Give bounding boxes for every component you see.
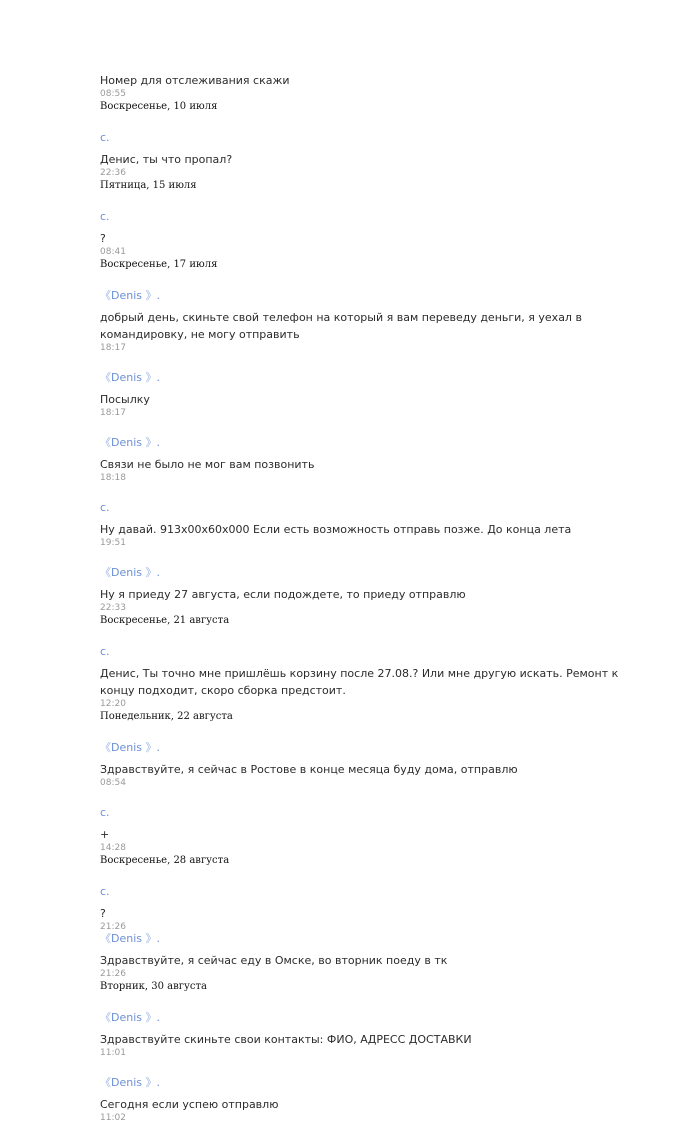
message-text: Денис, Ты точно мне пришлёшь корзину после 27.08.? Или мне другую искать. Ремонт к концу подходит, скоро сборка предстоит. [100, 667, 619, 697]
message-text: Денис, ты что пропал? [100, 153, 233, 166]
message-sender: с. [100, 806, 110, 819]
message-sender: 《Denis 》. [100, 932, 160, 945]
message-sender: 《Denis 》. [100, 371, 160, 384]
message-time: 12:20 [100, 699, 126, 709]
message-text: + [100, 828, 110, 841]
message-sender: с. [100, 885, 110, 898]
message-time: 18:17 [100, 408, 126, 418]
message-sender: с. [100, 501, 110, 514]
message-text: ? [100, 232, 106, 245]
message-time: 18:17 [100, 343, 126, 353]
message-sender: с. [100, 131, 110, 144]
message-time: 08:54 [100, 778, 126, 788]
date-separator: Понедельник, 22 августа [100, 711, 233, 722]
message-text: Здравствуйте, я сейчас в Ростове в конце месяца буду дома, отправлю [100, 763, 518, 776]
message [100, 741, 640, 788]
message [100, 932, 640, 993]
message-time: 11:01 [100, 1048, 126, 1058]
message [100, 371, 640, 418]
message [100, 289, 640, 353]
message-time: 22:36 [100, 168, 126, 178]
message-text: Связи не было не мог вам позвонить [100, 458, 315, 471]
message-sender: 《Denis 》. [100, 741, 160, 754]
message-sender: 《Denis 》. [100, 436, 160, 449]
message [100, 566, 640, 627]
message-time: 21:26 [100, 969, 126, 979]
message-text: Номер для отслеживания скажи [100, 74, 290, 87]
message-sender: с. [100, 210, 110, 223]
date-separator: Воскресенье, 28 августа [100, 855, 230, 866]
message [100, 436, 640, 483]
message-sender: 《Denis 》. [100, 1076, 160, 1089]
message-time: 08:55 [100, 89, 126, 99]
message [100, 72, 640, 113]
message [100, 806, 640, 867]
message-sender: 《Denis 》. [100, 289, 160, 302]
message-text: добрый день, скиньте свой телефон на который я вам переведу деньги, я уехал в командировку, не могу отправить [100, 311, 582, 341]
date-separator: Пятница, 15 июля [100, 180, 197, 191]
message-time: 22:33 [100, 603, 126, 613]
message [100, 1076, 640, 1123]
message-text: Сегодня если успею отправлю [100, 1098, 279, 1111]
message-time: 18:18 [100, 473, 126, 483]
message-text: ? [100, 907, 106, 920]
message-time: 19:51 [100, 538, 126, 548]
message-text: Ну давай. 913х00х60х000 Если есть возможность отправь позже. До конца лета [100, 523, 572, 536]
date-separator: Воскресенье, 10 июля [100, 101, 218, 112]
date-separator: Воскресенье, 17 июля [100, 259, 218, 270]
message-sender: 《Denis 》. [100, 566, 160, 579]
message [100, 501, 640, 548]
message-log [100, 72, 640, 1123]
message [100, 1011, 640, 1058]
message-time: 21:26 [100, 922, 126, 932]
message [100, 645, 640, 723]
message-text: Здравствуйте, я сейчас еду в Омске, во вторник поеду в тк [100, 954, 448, 967]
date-separator: Вторник, 30 августа [100, 981, 207, 992]
message-time: 08:41 [100, 247, 126, 257]
message-sender: с. [100, 645, 110, 658]
message-time: 11:02 [100, 1113, 126, 1123]
message-text: Здравствуйте скиньте свои контакты: ФИО, АДРЕСС ДОСТАВКИ [100, 1033, 472, 1046]
message [100, 131, 640, 192]
date-separator: Воскресенье, 21 августа [100, 615, 230, 626]
message [100, 210, 640, 271]
message-sender: 《Denis 》. [100, 1011, 160, 1024]
message [100, 885, 640, 932]
message-text: Посылку [100, 393, 150, 406]
message-time: 14:28 [100, 843, 126, 853]
message-text: Ну я приеду 27 августа, если подождете, то приеду отправлю [100, 588, 466, 601]
